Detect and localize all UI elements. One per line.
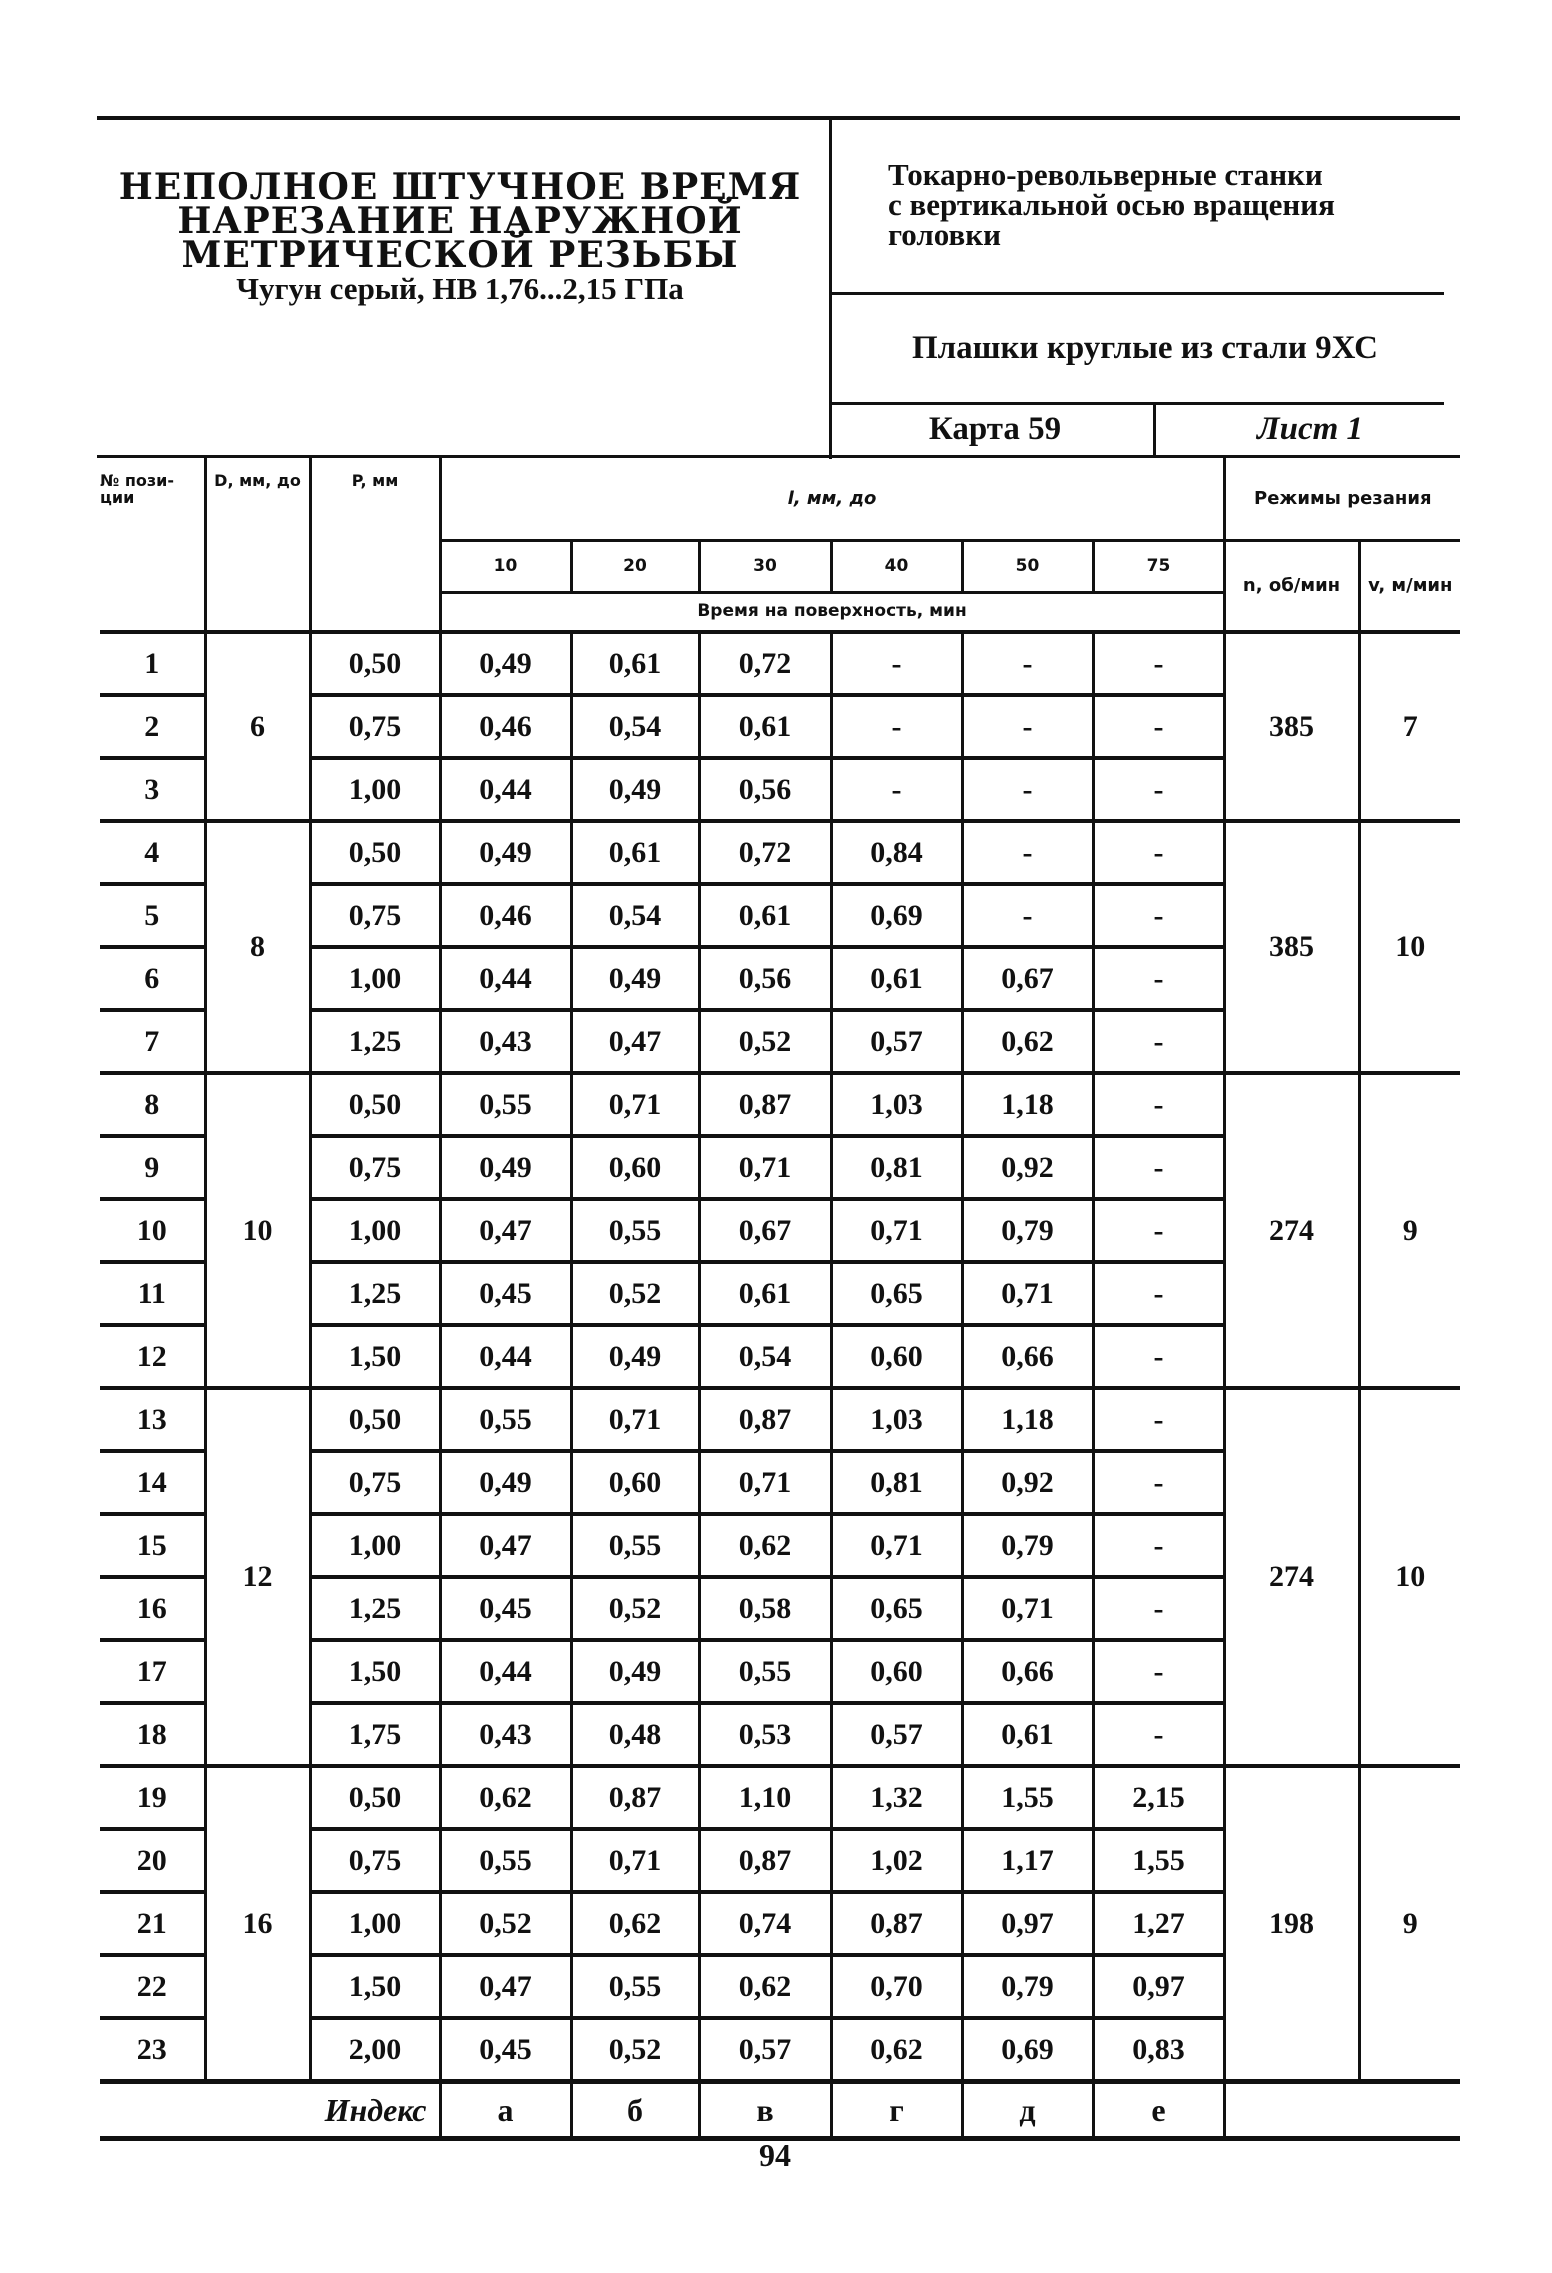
- time-cell: -: [1093, 695, 1224, 758]
- time-cell: 0,54: [699, 1325, 831, 1388]
- time-cell: -: [962, 758, 1093, 821]
- time-cell: 0,62: [699, 1514, 831, 1577]
- time-cell: 0,71: [699, 1451, 831, 1514]
- title-line-1: НЕПОЛНОЕ ШТУЧНОЕ ВРЕМЯ: [118, 166, 802, 208]
- time-cell: 1,32: [831, 1766, 962, 1829]
- header-divider: [829, 116, 832, 459]
- index-cell: б: [571, 2082, 699, 2139]
- time-cell: 0,43: [440, 1703, 571, 1766]
- time-cell: 0,45: [440, 1262, 571, 1325]
- time-cell: -: [1093, 1451, 1224, 1514]
- time-cell: 0,83: [1093, 2018, 1224, 2082]
- time-cell: 0,43: [440, 1010, 571, 1073]
- time-cell: 0,55: [699, 1640, 831, 1703]
- position-cell: 4: [100, 821, 205, 884]
- time-cell: 2,15: [1093, 1766, 1224, 1829]
- time-cell: 0,92: [962, 1136, 1093, 1199]
- time-cell: 0,56: [699, 758, 831, 821]
- time-cell: 0,60: [571, 1136, 699, 1199]
- time-cell: 0,47: [571, 1010, 699, 1073]
- position-cell: 20: [100, 1829, 205, 1892]
- time-cell: -: [962, 632, 1093, 695]
- col-header-length: l, мм, до: [440, 458, 1224, 540]
- title-line-2: НАРЕЗАНИЕ НАРУЖНОЙ: [177, 200, 743, 242]
- pitch-cell: 2,00: [310, 2018, 440, 2082]
- time-cell: 0,97: [962, 1892, 1093, 1955]
- time-cell: 0,52: [440, 1892, 571, 1955]
- time-cell: -: [1093, 821, 1224, 884]
- table-row: [100, 632, 1460, 695]
- time-cell: 1,55: [1093, 1829, 1224, 1892]
- col-header-cutting-modes: Режимы резания: [1224, 458, 1460, 540]
- rpm-cell: 198: [1224, 1766, 1359, 2082]
- table-row: [100, 1766, 1460, 1829]
- page-number: 94: [759, 2137, 791, 2173]
- time-cell: 0,71: [831, 1514, 962, 1577]
- sheet-label: Лист 1: [1256, 411, 1364, 447]
- material-label: Чугун серый, НВ 1,76...2,15 ГПа: [236, 271, 684, 306]
- col-header-diameter: D, мм, до: [205, 458, 310, 632]
- position-cell: 1: [100, 632, 205, 695]
- time-cell: -: [1093, 1640, 1224, 1703]
- time-cell: 0,55: [440, 1388, 571, 1451]
- time-cell: 0,67: [962, 947, 1093, 1010]
- time-cell: 1,18: [962, 1073, 1093, 1136]
- time-cell: 0,92: [962, 1451, 1093, 1514]
- time-cell: 0,66: [962, 1640, 1093, 1703]
- time-cell: 0,52: [571, 2018, 699, 2082]
- pitch-cell: 0,50: [310, 1073, 440, 1136]
- title-line-3: МЕТРИЧЕСКОЙ РЕЗЬБЫ: [181, 234, 739, 276]
- machine-line-2: с вертикальной осью вращения: [888, 187, 1335, 222]
- time-cell: 0,87: [699, 1388, 831, 1451]
- time-cell: 1,03: [831, 1073, 962, 1136]
- time-cell: 0,47: [440, 1955, 571, 2018]
- time-cell: 0,72: [699, 821, 831, 884]
- time-cell: 0,61: [571, 632, 699, 695]
- time-cell: 0,61: [571, 821, 699, 884]
- position-cell: 17: [100, 1640, 205, 1703]
- table-row: [100, 821, 1460, 884]
- time-cell: -: [1093, 1325, 1224, 1388]
- time-cell: -: [1093, 758, 1224, 821]
- time-cell: 0,49: [571, 1325, 699, 1388]
- position-cell: 21: [100, 1892, 205, 1955]
- time-cell: 0,55: [571, 1514, 699, 1577]
- pitch-cell: 1,50: [310, 1955, 440, 2018]
- time-cell: 0,61: [699, 1262, 831, 1325]
- time-cell: 0,70: [831, 1955, 962, 2018]
- time-cell: 0,47: [440, 1514, 571, 1577]
- index-cell: е: [1093, 2082, 1224, 2139]
- pitch-cell: 0,75: [310, 1451, 440, 1514]
- time-cell: 0,67: [699, 1199, 831, 1262]
- table-row: [100, 1388, 1460, 1451]
- pitch-cell: 1,25: [310, 1262, 440, 1325]
- time-cell: -: [1093, 1199, 1224, 1262]
- time-cell: 0,87: [699, 1073, 831, 1136]
- time-cell: 0,74: [699, 1892, 831, 1955]
- time-cell: -: [962, 884, 1093, 947]
- time-cell: -: [1093, 1703, 1224, 1766]
- time-cell: 0,60: [831, 1325, 962, 1388]
- document-title: [100, 166, 820, 306]
- position-cell: 9: [100, 1136, 205, 1199]
- time-cell: 0,79: [962, 1199, 1093, 1262]
- position-cell: 5: [100, 884, 205, 947]
- pitch-cell: 0,50: [310, 632, 440, 695]
- col-header-position: № пози- ции: [100, 458, 205, 632]
- time-cell: 0,72: [699, 632, 831, 695]
- time-cell: 0,87: [571, 1766, 699, 1829]
- pitch-cell: 1,50: [310, 1640, 440, 1703]
- diameter-cell: 10: [205, 1073, 310, 1388]
- time-cell: 0,44: [440, 947, 571, 1010]
- time-cell: 1,27: [1093, 1892, 1224, 1955]
- speed-cell: 10: [1359, 1388, 1460, 1766]
- pitch-cell: 1,75: [310, 1703, 440, 1766]
- pitch-cell: 0,75: [310, 1829, 440, 1892]
- time-cell: 1,02: [831, 1829, 962, 1892]
- pitch-cell: 0,75: [310, 1136, 440, 1199]
- time-cell: 0,54: [571, 884, 699, 947]
- time-cell: 0,81: [831, 1451, 962, 1514]
- time-cell: 1,18: [962, 1388, 1093, 1451]
- length-value-2: 20: [571, 540, 699, 592]
- time-cell: -: [1093, 1136, 1224, 1199]
- time-cell: -: [1093, 1514, 1224, 1577]
- machine-line-3: головки: [888, 217, 1001, 252]
- machine-description: [888, 157, 1448, 252]
- time-cell: 0,49: [440, 821, 571, 884]
- time-cell: 0,87: [699, 1829, 831, 1892]
- time-cell: -: [1093, 632, 1224, 695]
- time-cell: 0,87: [831, 1892, 962, 1955]
- top-rule: [97, 116, 1460, 120]
- time-cell: 0,79: [962, 1514, 1093, 1577]
- pitch-cell: 0,75: [310, 695, 440, 758]
- index-blank-cell: [1224, 2082, 1460, 2139]
- time-cell: -: [1093, 884, 1224, 947]
- position-cell: 8: [100, 1073, 205, 1136]
- time-cell: 0,69: [962, 2018, 1093, 2082]
- rpm-cell: 274: [1224, 1388, 1359, 1766]
- time-cell: 0,71: [699, 1136, 831, 1199]
- col-header-rpm: n, об/мин: [1224, 540, 1359, 632]
- time-cell: -: [1093, 1073, 1224, 1136]
- time-cell: 1,55: [962, 1766, 1093, 1829]
- time-cell: 0,65: [831, 1262, 962, 1325]
- pitch-cell: 1,00: [310, 1199, 440, 1262]
- pitch-cell: 1,50: [310, 1325, 440, 1388]
- time-cell: 0,54: [571, 695, 699, 758]
- time-cell: -: [1093, 1577, 1224, 1640]
- card-label: Карта 59: [928, 411, 1062, 447]
- time-cell: 1,17: [962, 1829, 1093, 1892]
- time-cell: 0,61: [699, 884, 831, 947]
- speed-cell: 9: [1359, 1073, 1460, 1388]
- time-cell: 0,55: [440, 1829, 571, 1892]
- speed-cell: 7: [1359, 632, 1460, 821]
- time-cell: 0,79: [962, 1955, 1093, 2018]
- tool-rule-top: [829, 292, 1444, 295]
- time-cell: -: [1093, 1010, 1224, 1073]
- time-cell: -: [1093, 947, 1224, 1010]
- index-cell: г: [831, 2082, 962, 2139]
- time-cell: 0,58: [699, 1577, 831, 1640]
- tool-label: Плашки круглые из стали 9ХС: [912, 330, 1378, 366]
- speed-cell: 10: [1359, 821, 1460, 1073]
- pitch-cell: 1,25: [310, 1010, 440, 1073]
- pitch-cell: 1,00: [310, 758, 440, 821]
- pitch-cell: 0,50: [310, 1766, 440, 1829]
- time-cell: 0,53: [699, 1703, 831, 1766]
- time-cell: 1,03: [831, 1388, 962, 1451]
- length-value-1: 10: [440, 540, 571, 592]
- time-cell: 0,57: [699, 2018, 831, 2082]
- pitch-cell: 1,00: [310, 1892, 440, 1955]
- position-cell: 19: [100, 1766, 205, 1829]
- time-cell: 0,62: [699, 1955, 831, 2018]
- pitch-cell: 1,00: [310, 1514, 440, 1577]
- time-cell: 0,97: [1093, 1955, 1224, 2018]
- time-cell: 0,52: [699, 1010, 831, 1073]
- time-cell: -: [1093, 1262, 1224, 1325]
- time-cell: -: [962, 821, 1093, 884]
- pitch-cell: 1,00: [310, 947, 440, 1010]
- pitch-cell: 0,50: [310, 821, 440, 884]
- time-cell: 0,49: [571, 947, 699, 1010]
- time-cell: 0,62: [831, 2018, 962, 2082]
- diameter-cell: 16: [205, 1766, 310, 2082]
- pitch-cell: 0,50: [310, 1388, 440, 1451]
- time-cell: 0,61: [831, 947, 962, 1010]
- time-cell: 0,55: [571, 1955, 699, 2018]
- position-cell: 3: [100, 758, 205, 821]
- diameter-cell: 12: [205, 1388, 310, 1766]
- position-cell: 18: [100, 1703, 205, 1766]
- diameter-cell: 8: [205, 821, 310, 1073]
- time-cell: 0,71: [571, 1073, 699, 1136]
- time-cell: 0,69: [831, 884, 962, 947]
- time-cell: 0,48: [571, 1703, 699, 1766]
- time-cell: 0,55: [571, 1199, 699, 1262]
- time-cell: 0,60: [831, 1640, 962, 1703]
- time-cell: 0,45: [440, 2018, 571, 2082]
- pitch-cell: 0,75: [310, 884, 440, 947]
- position-cell: 2: [100, 695, 205, 758]
- col-header-speed: v, м/мин: [1359, 540, 1460, 632]
- time-cell: 0,66: [962, 1325, 1093, 1388]
- time-cell: 0,71: [962, 1577, 1093, 1640]
- time-cell: 0,57: [831, 1010, 962, 1073]
- position-cell: 12: [100, 1325, 205, 1388]
- time-cell: -: [962, 695, 1093, 758]
- time-cell: 0,52: [571, 1262, 699, 1325]
- time-cell: 0,71: [831, 1199, 962, 1262]
- time-cell: 0,71: [962, 1262, 1093, 1325]
- time-cell: 0,49: [440, 1451, 571, 1514]
- index-cell: а: [440, 2082, 571, 2139]
- position-cell: 15: [100, 1514, 205, 1577]
- time-cell: 0,62: [571, 1892, 699, 1955]
- index-cell: в: [699, 2082, 831, 2139]
- position-cell: 6: [100, 947, 205, 1010]
- time-cell: 0,44: [440, 1325, 571, 1388]
- position-cell: 14: [100, 1451, 205, 1514]
- col-header-pitch: P, мм: [310, 458, 440, 632]
- time-cell: 0,44: [440, 758, 571, 821]
- time-cell: -: [1093, 1388, 1224, 1451]
- position-cell: 10: [100, 1199, 205, 1262]
- time-cell: 0,62: [440, 1766, 571, 1829]
- time-cell: 0,45: [440, 1577, 571, 1640]
- time-cell: 0,46: [440, 884, 571, 947]
- position-cell: 23: [100, 2018, 205, 2082]
- time-cell: 0,57: [831, 1703, 962, 1766]
- position-cell: 16: [100, 1577, 205, 1640]
- time-cell: 0,46: [440, 695, 571, 758]
- time-cell: -: [831, 695, 962, 758]
- time-cell: 0,55: [440, 1073, 571, 1136]
- time-cell: 0,84: [831, 821, 962, 884]
- rpm-cell: 274: [1224, 1073, 1359, 1388]
- rpm-cell: 385: [1224, 821, 1359, 1073]
- time-cell: 0,49: [571, 758, 699, 821]
- time-cell: 0,56: [699, 947, 831, 1010]
- time-cell: 0,47: [440, 1199, 571, 1262]
- time-cell: 0,44: [440, 1640, 571, 1703]
- machine-line-1: Токарно-револьверные станки: [888, 157, 1323, 192]
- length-value-6: 75: [1093, 540, 1224, 592]
- time-cell: 0,60: [571, 1451, 699, 1514]
- time-cell: -: [831, 758, 962, 821]
- index-row: [100, 2082, 1460, 2139]
- tool-rule-bottom: [829, 402, 1444, 405]
- time-norms-table: [100, 458, 1460, 2141]
- length-value-5: 50: [962, 540, 1093, 592]
- time-cell: 0,65: [831, 1577, 962, 1640]
- time-cell: 0,61: [962, 1703, 1093, 1766]
- speed-cell: 9: [1359, 1766, 1460, 2082]
- position-cell: 7: [100, 1010, 205, 1073]
- time-cell: 0,81: [831, 1136, 962, 1199]
- length-value-4: 40: [831, 540, 962, 592]
- position-cell: 22: [100, 1955, 205, 2018]
- time-cell: 0,49: [440, 1136, 571, 1199]
- time-cell: 0,71: [571, 1388, 699, 1451]
- time-cell: 0,52: [571, 1577, 699, 1640]
- table-row: [100, 1073, 1460, 1136]
- index-label: Индекс: [100, 2082, 440, 2139]
- time-cell: 0,49: [440, 632, 571, 695]
- position-cell: 11: [100, 1262, 205, 1325]
- time-cell: 0,62: [962, 1010, 1093, 1073]
- length-value-3: 30: [699, 540, 831, 592]
- position-cell: 13: [100, 1388, 205, 1451]
- time-cell: 1,10: [699, 1766, 831, 1829]
- time-cell: 0,61: [699, 695, 831, 758]
- col-header-surface-time: Время на поверхность, мин: [440, 592, 1224, 632]
- pitch-cell: 1,25: [310, 1577, 440, 1640]
- time-cell: 0,71: [571, 1829, 699, 1892]
- time-cell: 0,49: [571, 1640, 699, 1703]
- index-cell: д: [962, 2082, 1093, 2139]
- time-cell: -: [831, 632, 962, 695]
- rpm-cell: 385: [1224, 632, 1359, 821]
- diameter-cell: 6: [205, 632, 310, 821]
